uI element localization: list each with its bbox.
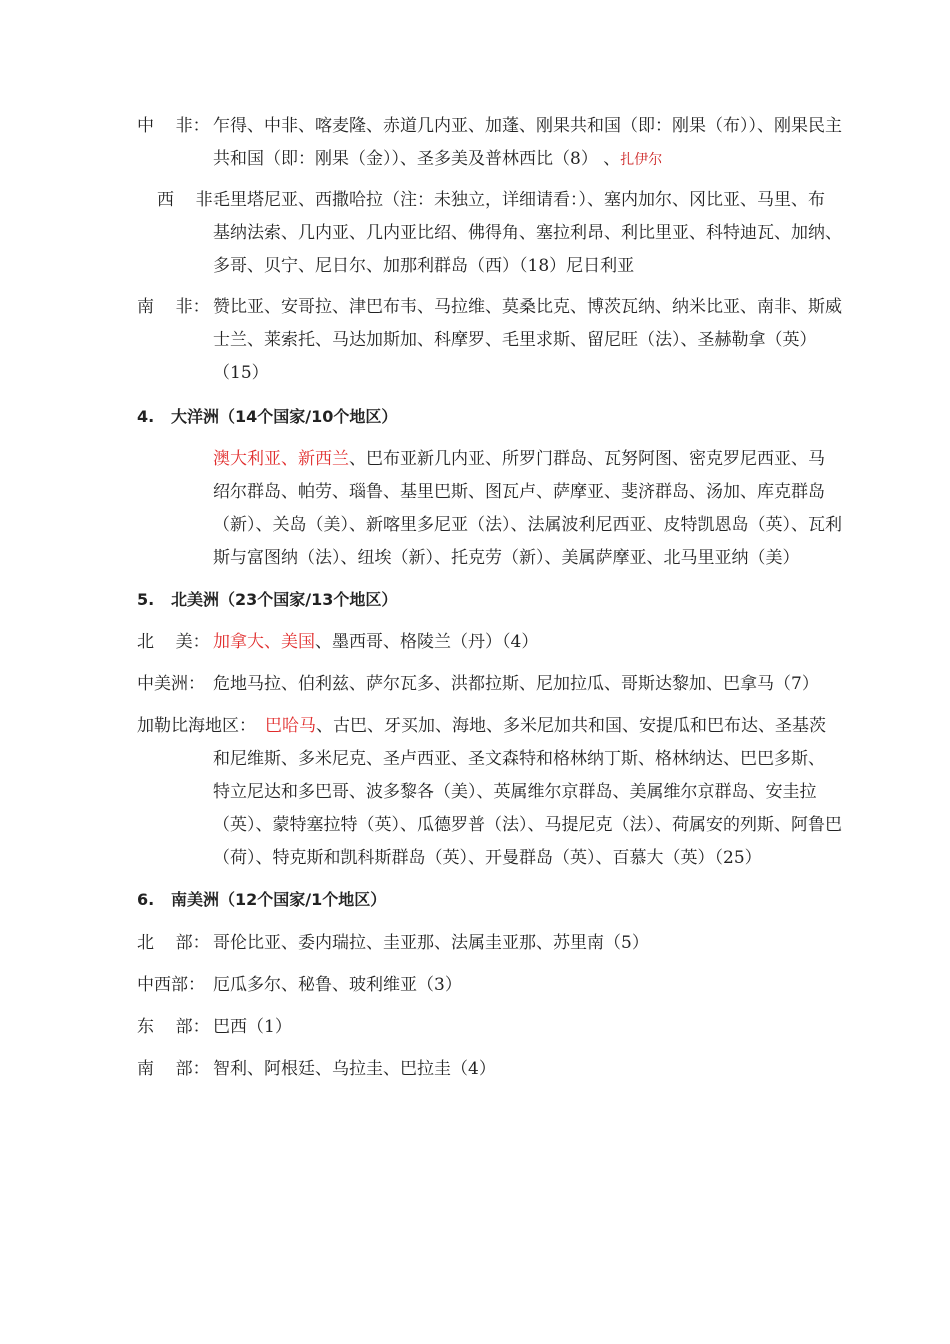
south-america-north-label: 北 部： bbox=[137, 933, 210, 953]
central-america-entry bbox=[137, 668, 877, 701]
north-america-number: 5. bbox=[137, 590, 155, 609]
north-america-title: 北美洲（23个国家/13个地区） bbox=[171, 590, 398, 609]
north-america-north-text: 、墨西哥、格陵兰（丹）（4） bbox=[315, 632, 539, 652]
south-africa-label: 南 非： bbox=[137, 297, 210, 317]
south-america-east-entry bbox=[137, 1011, 877, 1044]
central-africa-entry bbox=[137, 110, 877, 176]
west-africa-line-2: 基纳法索、几内亚、几内亚比绍、佛得角、塞拉利昂、利比里亚、科特迪瓦、加纳、 bbox=[213, 223, 842, 243]
south-africa-entry bbox=[137, 291, 877, 390]
south-america-north-entry bbox=[137, 927, 877, 960]
oceania-line-2: 绍尔群岛、帕劳、瑙鲁、基里巴斯、图瓦卢、萨摩亚、斐济群岛、汤加、库克群岛 bbox=[213, 482, 825, 502]
oceania-title: 大洋洲（14个国家/10个地区） bbox=[171, 407, 398, 426]
central-america-label: 中美洲： bbox=[137, 674, 205, 694]
caribbean-line-3: 特立尼达和多巴哥、波多黎各（美）、英属维尔京群岛、美属维尔京群岛、安圭拉 bbox=[213, 782, 817, 802]
caribbean-line-4: （英）、蒙特塞拉特（英）、瓜德罗普（法）、马提尼克（法）、荷属安的列斯、阿鲁巴 bbox=[213, 815, 842, 835]
south-america-south-label: 南 部： bbox=[137, 1059, 210, 1079]
central-africa-line-2: 共和国（即：刚果（金））、圣多美及普林西比（8） 、 bbox=[213, 149, 621, 169]
south-america-title: 南美洲（12个国家/1个地区） bbox=[171, 890, 387, 909]
south-america-south-text: 智利、阿根廷、乌拉圭、巴拉圭（4） bbox=[213, 1059, 496, 1079]
south-america-east-label: 东 部： bbox=[137, 1017, 210, 1037]
caribbean-line-2: 和尼维斯、多米尼克、圣卢西亚、圣文森特和格林纳丁斯、格林纳达、巴巴多斯、 bbox=[213, 749, 825, 769]
south-africa-line-3: （15） bbox=[213, 363, 269, 383]
south-america-south-entry bbox=[137, 1053, 877, 1086]
north-america-north-label: 北 美： bbox=[137, 632, 210, 652]
west-africa-entry bbox=[157, 184, 877, 283]
caribbean-label: 加勒比海地区： bbox=[137, 716, 256, 736]
south-america-midwest-label: 中西部： bbox=[137, 975, 205, 995]
south-america-midwest-text: 厄瓜多尔、秘鲁、玻利维亚（3） bbox=[213, 975, 462, 995]
south-america-midwest-entry bbox=[137, 969, 877, 1002]
north-america-heading bbox=[137, 589, 397, 611]
caribbean-highlight: 巴哈马 bbox=[265, 716, 316, 736]
oceania-line-1: 、巴布亚新几内亚、所罗门群岛、瓦努阿图、密克罗尼西亚、马 bbox=[349, 449, 825, 469]
south-america-heading bbox=[137, 889, 386, 911]
central-africa-line-1: 乍得、中非、喀麦隆、赤道几内亚、加蓬、刚果共和国（即：刚果（布））、刚果民主 bbox=[213, 116, 842, 136]
oceania-line-3: （新）、关岛（美）、新喀里多尼亚（法）、法属波利尼西亚、皮特凯恩岛（英）、瓦利 bbox=[213, 515, 842, 535]
caribbean-line-5: （荷）、特克斯和凯科斯群岛（英）、开曼群岛（英）、百慕大（英）（25） bbox=[213, 848, 762, 868]
south-america-number: 6. bbox=[137, 890, 155, 909]
oceania-heading bbox=[137, 406, 397, 428]
south-america-east-text: 巴西（1） bbox=[213, 1017, 292, 1037]
west-africa-line-3: 多哥、贝宁、尼日尔、加那利群岛（西）（18）尼日利亚 bbox=[213, 256, 635, 276]
west-africa-label: 西 非： bbox=[157, 190, 230, 210]
zaire-highlight: 扎伊尔 bbox=[620, 152, 663, 168]
west-africa-line-1: 毛里塔尼亚、西撒哈拉（注：未独立，详细请看：）、塞内加尔、冈比亚、马里、布 bbox=[213, 190, 825, 210]
central-africa-label: 中 非： bbox=[137, 116, 210, 136]
north-america-highlight: 加拿大、美国 bbox=[213, 632, 315, 652]
caribbean-entry bbox=[137, 710, 877, 875]
oceania-highlight: 澳大利亚、新西兰 bbox=[213, 449, 349, 469]
south-america-north-text: 哥伦比亚、委内瑞拉、圭亚那、法属圭亚那、苏里南（5） bbox=[213, 933, 649, 953]
south-africa-line-2: 士兰、莱索托、马达加斯加、科摩罗、毛里求斯、留尼旺（法）、圣赫勒拿（英） bbox=[213, 330, 817, 350]
oceania-line-4: 斯与富图纳（法）、纽埃（新）、托克劳（新）、美属萨摩亚、北马里亚纳（美） bbox=[213, 548, 800, 568]
south-africa-line-1: 赞比亚、安哥拉、津巴布韦、马拉维、莫桑比克、博茨瓦纳、纳米比亚、南非、斯威 bbox=[213, 297, 842, 317]
oceania-number: 4. bbox=[137, 407, 155, 426]
oceania-entry bbox=[213, 443, 877, 575]
central-america-text: 危地马拉、伯利兹、萨尔瓦多、洪都拉斯、尼加拉瓜、哥斯达黎加、巴拿马（7） bbox=[213, 674, 819, 694]
caribbean-line-1: 、古巴、牙买加、海地、多米尼加共和国、安提瓜和巴布达、圣基茨 bbox=[316, 716, 826, 736]
north-america-north-entry bbox=[137, 626, 877, 659]
